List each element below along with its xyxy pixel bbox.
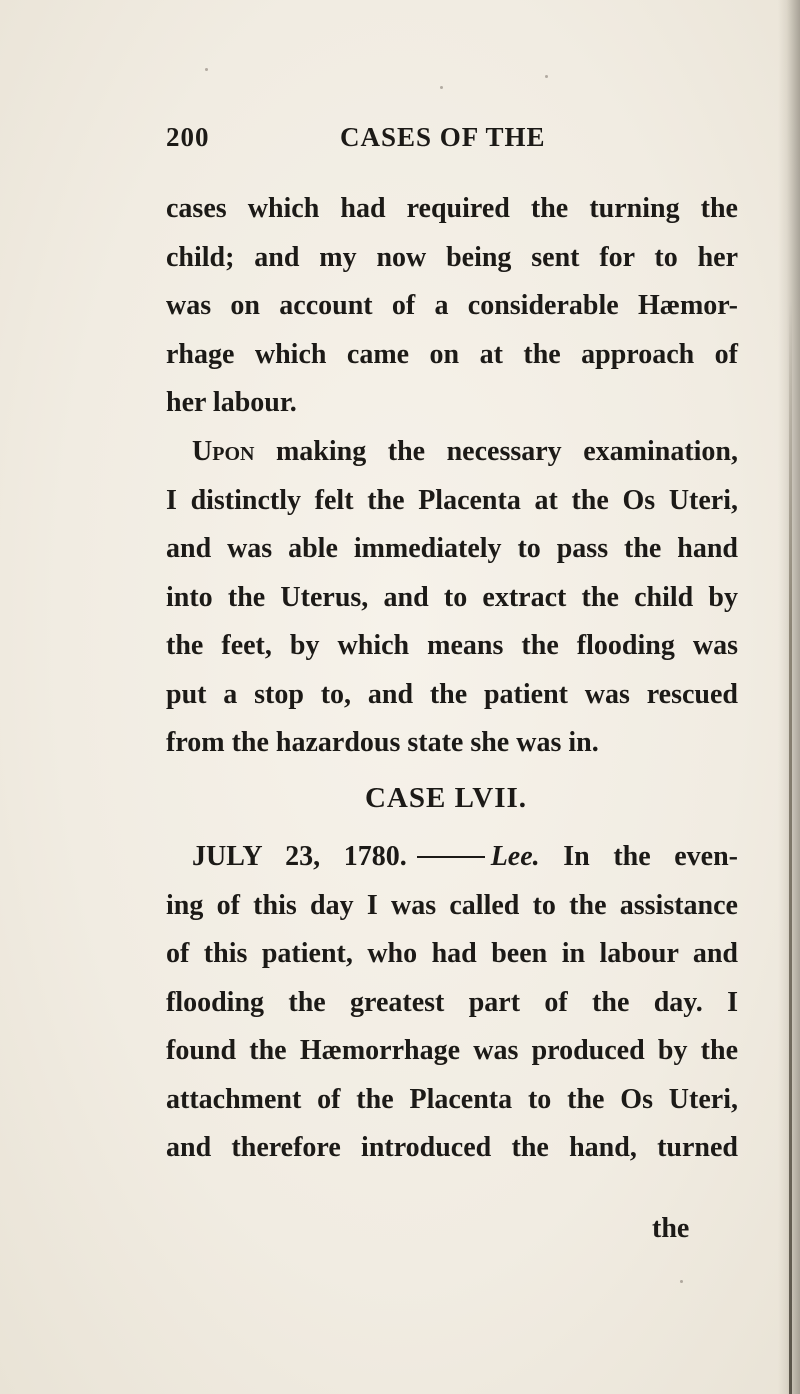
page-edge-line [789, 300, 792, 1394]
text-line: the feet, by which means the flooding was [166, 630, 738, 661]
case-heading: CASE LVII. [364, 782, 528, 814]
text-line: of this patient, who had been in labour and [166, 938, 738, 969]
patient-name: Lee. [490, 841, 540, 872]
text-line: into the Uterus, and to extract the child by [166, 581, 738, 613]
case-date: JULY 23, 1780. [192, 841, 407, 872]
paragraph-3 [166, 833, 738, 1173]
text-line: was on account of a considerable Hæmor- [166, 290, 738, 321]
em-dash-rule [417, 856, 485, 858]
text-line: found the Hæmorrhage was produced by the [166, 1035, 738, 1066]
paper-speck [440, 86, 443, 89]
text-line: child; and my now being sent for to her [166, 241, 738, 273]
paragraph-1 [166, 185, 738, 428]
page-number: 200 [166, 122, 210, 152]
text-line: cases which had required the turning the [166, 193, 738, 224]
paragraph-lead-word: Upon [192, 436, 255, 467]
catchword: the [652, 1213, 690, 1244]
text-line-first [166, 428, 738, 477]
page-header [166, 122, 726, 162]
text-segment: making the necessary examination, [254, 436, 738, 467]
running-title: CASES OF THE [340, 122, 546, 152]
text-line: attachment of the Placenta to the Os Uteri, [166, 1083, 738, 1115]
text-line: her labour. [166, 387, 297, 418]
paragraph-2 [166, 428, 738, 768]
text-line: and therefore introduced the hand, turned [166, 1132, 738, 1163]
text-line: rhage which came on at the approach of [166, 338, 738, 370]
text-line-first [166, 833, 738, 882]
text-line: from the hazardous state she was in. [166, 727, 599, 758]
text-line: I distinctly felt the Placenta at the Os Uteri, [166, 484, 738, 516]
paper-speck [680, 1280, 683, 1283]
paper-speck [545, 75, 548, 78]
text-line: ing of this day I was called to the assistance [166, 889, 738, 921]
paper-speck [205, 68, 208, 71]
text-line: and was able immediately to pass the hand [166, 533, 738, 564]
text-segment: In the even- [563, 841, 738, 872]
text-line: put a stop to, and the patient was rescued [166, 678, 738, 710]
text-line: flooding the greatest part of the day. I [166, 986, 738, 1018]
